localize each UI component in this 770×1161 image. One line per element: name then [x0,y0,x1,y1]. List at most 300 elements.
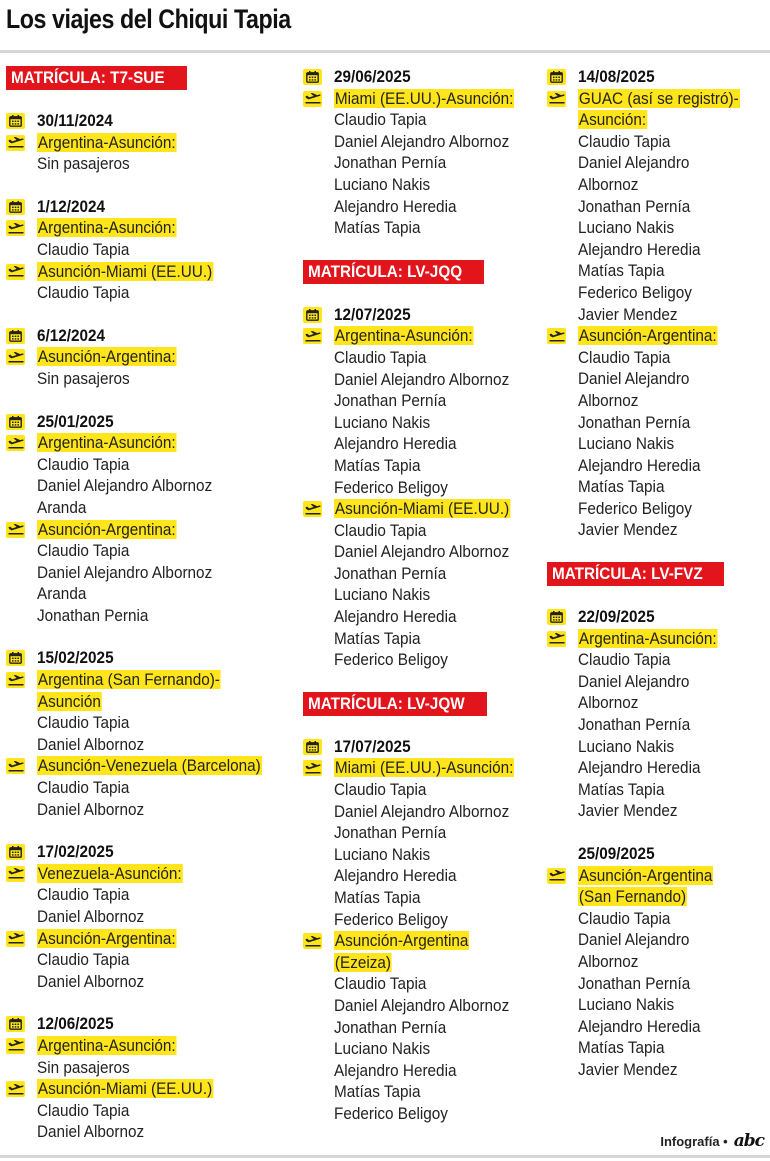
flight-route [37,691,102,713]
flight-route [334,498,510,520]
flight-route-row [6,1078,296,1100]
passenger-row [6,153,296,175]
flight-route-highlight: Asunción-Miami (EE.UU.) [37,261,213,281]
flight-route-highlight: GUAC (así se registró)- [578,88,739,108]
passenger-name: Claudio Tapia [37,778,130,798]
passenger-row [303,109,543,131]
calendar-icon [303,739,322,755]
passenger-name: Luciano Nakis [578,434,675,454]
trip-date-row [303,304,543,326]
trip-entry [547,606,769,822]
footer-credit: Infografía • [660,1133,728,1149]
passenger-row [303,779,543,801]
passenger-row [547,1016,769,1038]
passenger-row [6,282,296,304]
flight-route [334,88,514,110]
passenger-name: Federico Beligoy [334,477,448,497]
flight-route-highlight: Miami (EE.UU.)-Asunción: [334,758,514,778]
passenger-row [303,1081,543,1103]
flight-route-highlight: Asunción-Argentina: [37,519,176,539]
flight-route [334,325,474,347]
passenger-name: Daniel Albornoz [37,907,145,926]
passenger-name: Sin pasajeros [37,368,130,388]
trip-date: 17/07/2025 [334,736,411,756]
passenger-name: Daniel Albornoz [37,971,145,991]
flight-route-highlight: Asunción-Miami (EE.UU.) [37,1079,213,1099]
trip-date-row [6,647,296,669]
page-title: Los viajes del Chiqui Tapia [6,4,291,34]
passenger-row [6,454,296,476]
passenger-row [547,736,769,758]
flight-route [37,261,213,283]
passenger-name: Javier Mendez [578,520,678,540]
flight-route-row [303,952,543,974]
passenger-name: Claudio Tapia [334,110,427,130]
passenger-row [303,520,543,542]
passenger-row [303,196,543,218]
trip-entry [6,1013,296,1143]
passenger-name: Luciano Nakis [578,995,675,1015]
flight-route-highlight: Asunción: [578,110,647,130]
airplane-icon [6,435,25,451]
flight-route-highlight: Venezuela-Asunción: [37,863,182,883]
registration-text: MATRÍCULA: LV-JQQ [308,261,463,281]
passenger-name: Claudio Tapia [334,974,427,994]
passenger-name: Matías Tapia [334,888,421,907]
passenger-name: Albornoz [578,951,639,971]
trip-date: 25/01/2025 [37,411,114,431]
flight-route [37,217,177,239]
passenger-name: Alejandro Heredia [334,196,457,216]
passenger-row [6,368,296,390]
passenger-name: Luciano Nakis [334,585,431,605]
passenger-row [547,800,769,822]
passenger-row [303,455,543,477]
passenger-row [303,606,543,628]
passenger-row [303,1038,543,1060]
trip-date: 15/02/2025 [37,648,114,668]
flight-route-highlight: Asunción-Argentina: [37,928,176,948]
airplane-icon [303,760,322,776]
trip-date-row [6,110,296,132]
registration-header [303,260,543,284]
passenger-name: Matías Tapia [578,779,665,799]
trip-entry [6,325,296,390]
passenger-row [6,1121,296,1143]
passenger-row [303,822,543,844]
registration-label [6,66,187,90]
passenger-name: Claudio Tapia [578,347,671,367]
flight-route-row [6,1035,296,1057]
flight-route-row [303,325,543,347]
flight-route-row [547,865,769,887]
passenger-row [303,174,543,196]
passenger-row [6,239,296,261]
column-1 [6,66,296,1161]
passenger-name: Claudio Tapia [37,239,130,259]
passenger-row [303,865,543,887]
flight-route-row [303,88,543,110]
passenger-row [547,649,769,671]
flight-route-highlight: Asunción-Argentina: [578,326,717,346]
trip-entry [6,411,296,627]
flight-route [37,519,177,541]
passenger-row [6,1100,296,1122]
passenger-name: Daniel Alejandro [578,369,690,389]
bottom-divider [0,1155,770,1158]
passenger-name: Federico Beligoy [334,650,448,670]
trip-entry [6,841,296,992]
trip-date: 12/06/2025 [37,1014,114,1034]
flight-route-highlight: Asunción-Argentina [334,931,469,951]
passenger-row [303,995,543,1017]
passenger-name: Daniel Alejandro [578,930,690,950]
passenger-row [6,799,296,821]
registration-text: MATRÍCULA: LV-JQW [308,693,465,713]
passenger-row [6,540,296,562]
calendar-icon [303,307,322,323]
passenger-name: Jonathan Pernía [578,412,691,432]
passenger-name: Jonathan Pernía [334,153,447,173]
airplane-icon [6,931,25,947]
flight-route-highlight: Asunción [37,691,101,711]
flight-route-row [303,498,543,520]
trip-entry [547,66,769,541]
passenger-name: Luciano Nakis [334,1039,431,1059]
passenger-row [547,390,769,412]
trip-date-row [6,841,296,863]
passenger-row [303,541,543,563]
trip-date: 6/12/2024 [37,325,106,345]
passenger-row [547,692,769,714]
passenger-name: Claudio Tapia [578,650,671,670]
calendar-icon [6,328,25,344]
passenger-row [547,973,769,995]
passenger-row [547,714,769,736]
passenger-row [6,497,296,519]
airplane-icon [6,672,25,688]
trip-date-row [6,325,296,347]
passenger-name: Aranda [37,584,87,604]
passenger-row [303,347,543,369]
passenger-row [547,498,769,520]
passenger-name: Claudio Tapia [37,1100,130,1120]
passenger-row [303,584,543,606]
trip-entry [6,110,296,175]
flight-route [578,628,718,650]
passenger-name: Jonathan Pernía [578,715,691,735]
passenger-row [547,1059,769,1081]
flight-route-row [303,757,543,779]
passenger-row [303,217,543,239]
flight-route-row [6,261,296,283]
passenger-name: Federico Beligoy [578,498,692,518]
passenger-name: Alejandro Heredia [334,607,457,627]
flight-route-row [6,863,296,885]
passenger-row [303,649,543,671]
passenger-row [303,131,543,153]
registration-text: MATRÍCULA: T7-SUE [11,68,165,87]
passenger-name: Jonathan Pernía [334,391,447,411]
flight-route-highlight: Argentina-Asunción: [37,218,176,238]
flight-route-row [6,432,296,454]
passenger-name: Matías Tapia [334,1082,421,1102]
passenger-name: Albornoz [578,174,639,194]
registration-label [303,260,484,284]
flight-route-row [547,88,769,110]
airplane-icon [547,91,566,107]
calendar-icon [6,414,25,430]
passenger-name: Claudio Tapia [334,780,427,800]
passenger-row [303,844,543,866]
calendar-icon [547,69,566,85]
top-divider [0,50,770,53]
flight-route-row [547,325,769,347]
passenger-name: Javier Mendez [578,1059,678,1079]
flight-route-row [547,886,769,908]
passenger-row [6,777,296,799]
flight-route [37,863,183,885]
flight-route-highlight: Argentina-Asunción: [37,132,176,152]
flight-route [578,865,713,887]
airplane-icon [547,631,566,647]
passenger-row [6,712,296,734]
passenger-row [6,734,296,756]
passenger-name: Matías Tapia [578,477,665,497]
trip-entry [303,304,543,671]
flight-route-highlight: Argentina-Asunción: [578,628,717,648]
column-2 [303,66,543,1146]
trip-date: 29/06/2025 [334,67,411,86]
flight-route-row [6,346,296,368]
flight-route-highlight: Asunción-Argentina [578,865,713,885]
calendar-icon [6,113,25,129]
flight-route-highlight: Argentina-Asunción: [334,326,473,346]
passenger-name: Jonathan Pernía [334,1017,447,1037]
trip-date: 17/02/2025 [37,842,114,862]
passenger-name: Alejandro Heredia [578,1016,701,1036]
passenger-name: Alejandro Heredia [578,455,701,475]
passenger-name: Matías Tapia [578,1038,665,1058]
passenger-name: Matías Tapia [334,628,421,648]
passenger-name: Daniel Alejandro Albornoz [334,369,510,389]
flight-route-row [303,930,543,952]
airplane-icon [547,328,566,344]
passenger-name: Claudio Tapia [334,520,427,540]
passenger-name: Sin pasajeros [37,154,130,174]
passenger-row [6,475,296,497]
flight-route [578,886,687,908]
flight-route-row [547,628,769,650]
passenger-row [547,455,769,477]
passenger-row [547,282,769,304]
passenger-name: Javier Mendez [578,304,678,324]
passenger-row [303,1017,543,1039]
trip-date: 12/07/2025 [334,304,411,324]
passenger-name: Luciano Nakis [334,412,431,432]
passenger-name: Daniel Alejandro Albornoz [334,542,510,562]
passenger-row [303,628,543,650]
airplane-icon [303,501,322,517]
passenger-row [6,1057,296,1079]
passenger-name: Daniel Albornoz [37,734,145,754]
passenger-name: Daniel Albornoz [37,799,145,819]
airplane-icon [303,328,322,344]
flight-route-row [547,109,769,131]
passenger-row [547,412,769,434]
passenger-name: Jonathan Pernía [578,973,691,993]
passenger-row [6,949,296,971]
flight-route [37,346,177,368]
flight-route-highlight: Miami (EE.UU.)-Asunción: [334,88,514,108]
trip-entry [303,66,543,239]
airplane-icon [6,1081,25,1097]
flight-route [37,669,221,691]
passenger-name: Jonathan Pernía [334,823,447,843]
trip-date: 1/12/2024 [37,196,106,216]
passenger-name: Daniel Alejandro Albornoz [334,995,510,1015]
passenger-row [303,369,543,391]
airplane-icon [547,868,566,884]
passenger-name: Daniel Alejandro Albornoz [334,801,510,821]
passenger-name: Claudio Tapia [578,908,671,928]
passenger-name: Claudio Tapia [578,131,671,151]
flight-route [37,432,177,454]
passenger-row [547,908,769,930]
flight-route-row [6,928,296,950]
passenger-name: Jonathan Pernía [578,196,691,216]
passenger-name: Alejandro Heredia [334,434,457,454]
passenger-name: Sin pasajeros [37,1057,130,1077]
airplane-icon [6,135,25,151]
registration-header [547,562,769,586]
flight-route [37,755,262,777]
passenger-name: Claudio Tapia [37,885,130,905]
calendar-icon [547,609,566,625]
passenger-name: Aranda [37,497,87,517]
passenger-row [547,951,769,973]
passenger-name: Albornoz [578,693,639,713]
passenger-name: Daniel Alejandro Albornoz [37,562,213,582]
passenger-row [303,563,543,585]
passenger-name: Daniel Alejandro Albornoz [37,476,213,496]
flight-route [334,930,469,952]
passenger-row [303,433,543,455]
registration-label [303,692,487,716]
passenger-row [6,884,296,906]
passenger-row [547,196,769,218]
flight-route-highlight: (San Fernando) [578,887,687,907]
flight-route-row [6,519,296,541]
passenger-name: Daniel Albornoz [37,1122,145,1142]
passenger-row [547,476,769,498]
passenger-name: Claudio Tapia [37,454,130,474]
trip-date-row [547,66,769,88]
trip-date-row [6,196,296,218]
passenger-row [303,973,543,995]
airplane-icon [6,522,25,538]
flight-route [334,952,392,974]
footer [660,1131,764,1151]
calendar-icon [303,69,322,85]
passenger-name: Claudio Tapia [37,950,130,970]
trip-date-row [547,606,769,628]
passenger-name: Alejandro Heredia [334,866,457,886]
airplane-icon [303,933,322,949]
passenger-row [547,929,769,951]
passenger-name: Jonathan Pernía [334,563,447,583]
passenger-name: Claudio Tapia [334,347,427,367]
trip-date-row [547,843,769,865]
passenger-name: Daniel Alejandro Albornoz [334,131,510,151]
passenger-name: Luciano Nakis [334,844,431,864]
flight-route [37,1078,213,1100]
flight-route-row [6,669,296,691]
passenger-name: Alejandro Heredia [334,1060,457,1080]
trip-date-row [6,411,296,433]
calendar-icon [6,650,25,666]
passenger-name: Federico Beligoy [334,1103,448,1123]
passenger-name: Federico Beligoy [334,909,448,929]
airplane-icon [6,349,25,365]
flight-route [334,757,514,779]
flight-route [578,88,740,110]
passenger-name: Alejandro Heredia [578,758,701,778]
trip-date: 25/09/2025 [578,844,655,863]
passenger-row [303,909,543,931]
passenger-row [303,152,543,174]
passenger-name: Matías Tapia [334,455,421,475]
trip-entry [6,647,296,820]
passenger-row [6,583,296,605]
passenger-name: Matías Tapia [578,261,665,281]
flight-route-highlight: Argentina-Asunción: [37,433,176,453]
trip-date-row [6,1013,296,1035]
trip-date: 22/09/2025 [578,607,655,627]
passenger-row [547,260,769,282]
airplane-icon [6,264,25,280]
passenger-name: Daniel Alejandro [578,671,690,691]
flight-route [37,928,177,950]
trip-date: 14/08/2025 [578,67,655,86]
passenger-name: Matías Tapia [334,218,421,238]
passenger-row [547,368,769,390]
calendar-icon [6,844,25,860]
passenger-name: Claudio Tapia [37,541,130,561]
flight-route [578,325,718,347]
calendar-icon [6,199,25,215]
passenger-row [547,304,769,326]
passenger-row [547,217,769,239]
passenger-row [303,390,543,412]
passenger-row [547,519,769,541]
flight-route-row [6,755,296,777]
passenger-row [547,174,769,196]
flight-route-row [6,217,296,239]
abc-logo: abc [733,1131,764,1151]
passenger-row [547,757,769,779]
passenger-row [303,801,543,823]
passenger-name: Luciano Nakis [578,736,675,756]
passenger-name: Javier Mendez [578,801,678,821]
passenger-row [303,412,543,434]
registration-text: MATRÍCULA: LV-FVZ [552,564,703,584]
airplane-icon [6,758,25,774]
passenger-name: Luciano Nakis [334,174,431,194]
passenger-name: Luciano Nakis [578,218,675,238]
passenger-name: Albornoz [578,390,639,410]
calendar-icon [6,1016,25,1032]
